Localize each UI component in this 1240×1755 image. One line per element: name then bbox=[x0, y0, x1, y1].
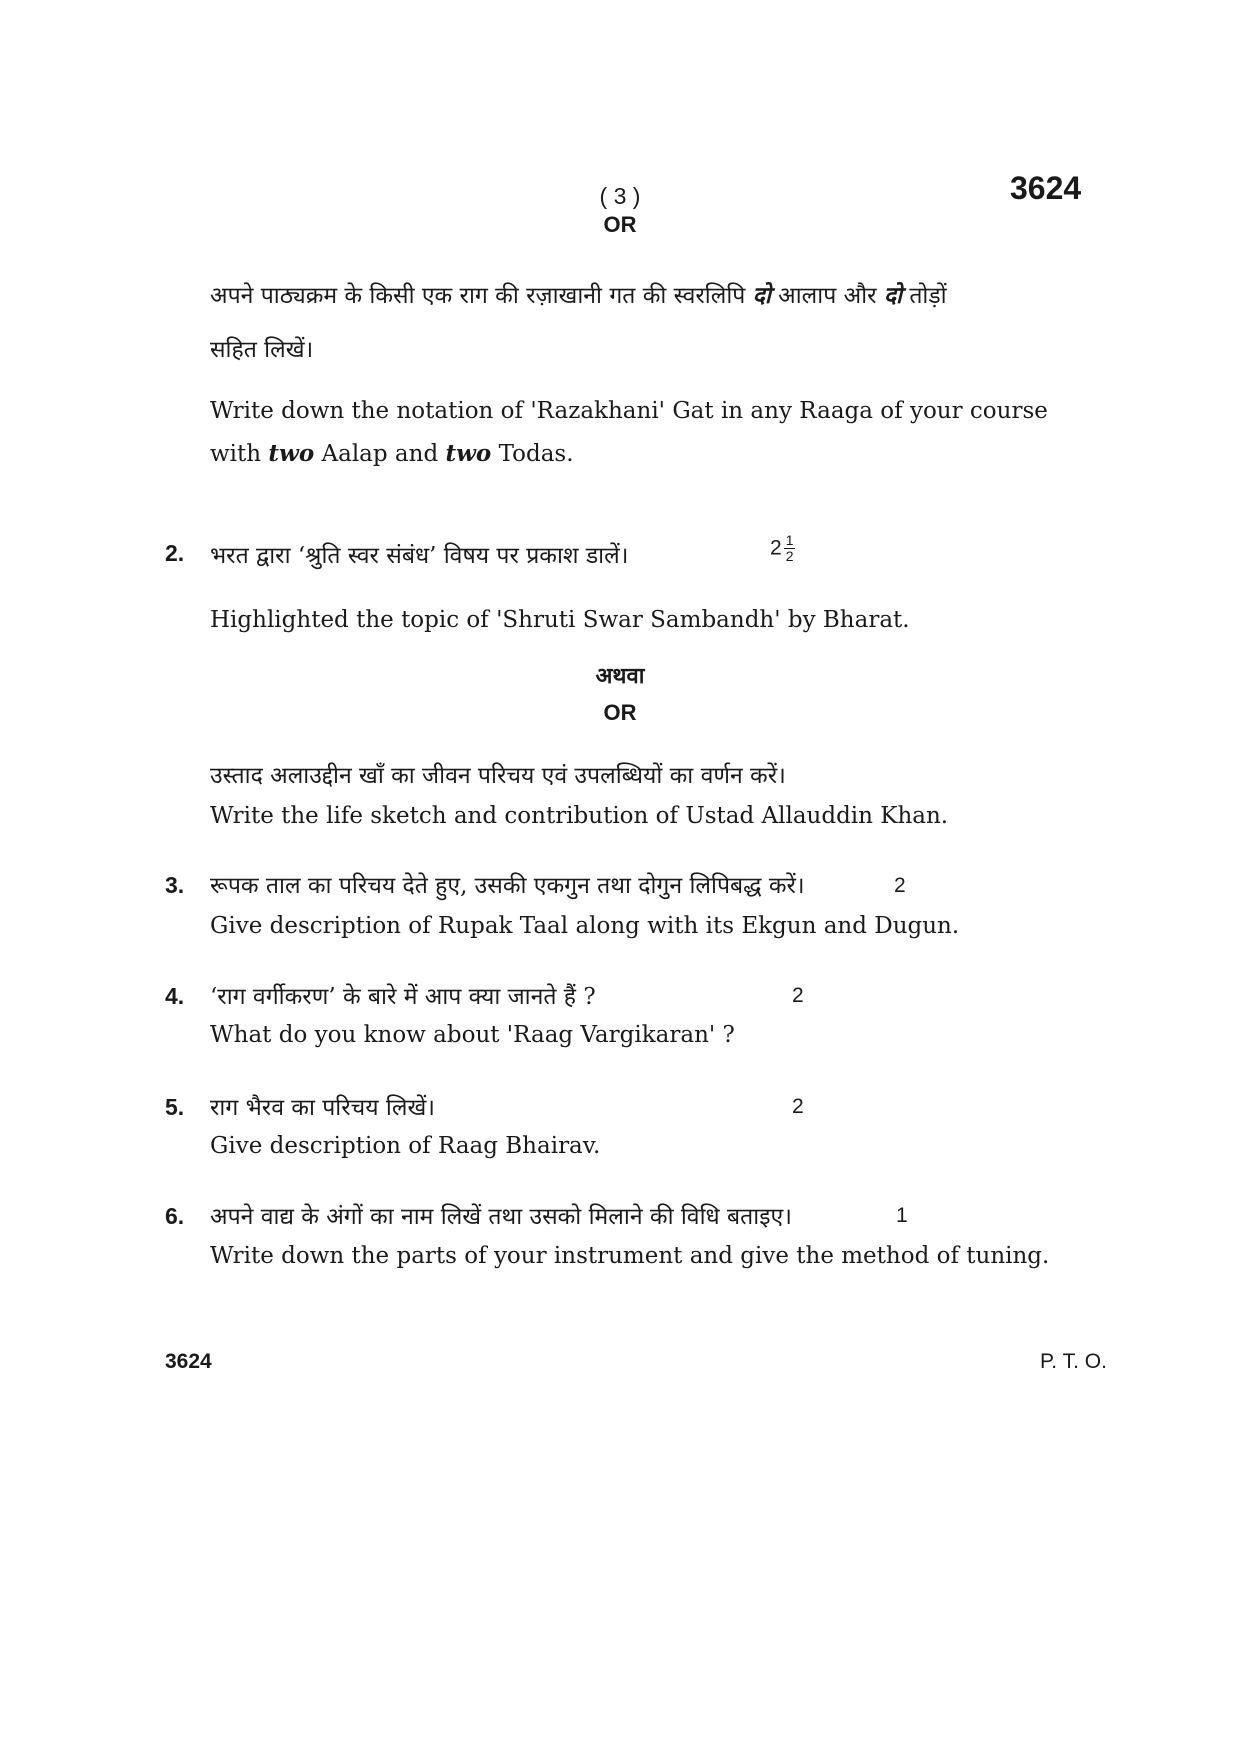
option-english-line-1: Write down the notation of 'Razakhani' Gat in any Raaga of your course bbox=[210, 398, 1048, 424]
option-hindi-text-a: अपने पाठ्यक्रम के किसी एक राग की रज़ाखानी गत की स्वरलिपि bbox=[210, 283, 746, 309]
q2-marks-numerator: 1 bbox=[785, 532, 794, 548]
q4-number: 4. bbox=[165, 983, 185, 1009]
q2-number: 2. bbox=[165, 540, 185, 566]
q4-english: What do you know about 'Raag Vargikaran' ? bbox=[210, 1022, 735, 1048]
q6-english: Write down the parts of your instrument and give the method of tuning. bbox=[210, 1243, 1050, 1269]
q3-english: Give description of Rupak Taal along with its Ekgun and Dugun. bbox=[210, 913, 960, 939]
q6-hindi: अपने वाद्य के अंगों का नाम लिखें तथा उसको मिलाने की विधि बताइए। bbox=[210, 1204, 792, 1230]
option-hindi-line-1 bbox=[210, 278, 947, 310]
option-english-two-2: two bbox=[445, 440, 492, 467]
option-english-mid: Aalap and bbox=[321, 441, 439, 467]
q2-alt-hindi: उस्ताद अलाउद्दीन खाँ का जीवन परिचय एवं उपलब्धियों का वर्णन करें। bbox=[210, 763, 786, 789]
q4-marks: 2 bbox=[792, 984, 804, 1007]
q5-number: 5. bbox=[165, 1094, 185, 1120]
q3-marks: 2 bbox=[894, 874, 906, 897]
q3-hindi: रूपक ताल का परिचय देते हुए, उसकी एकगुन तथा दोगुन लिपिबद्ध करें। bbox=[210, 873, 805, 899]
q6-number: 6. bbox=[165, 1203, 185, 1229]
paper-code-footer: 3624 bbox=[165, 1350, 212, 1373]
q2-marks-denominator: 2 bbox=[785, 548, 794, 564]
q2-marks-fraction bbox=[784, 533, 796, 564]
q5-english: Give description of Raag Bhairav. bbox=[210, 1133, 601, 1159]
option-hindi-text-b: आलाप और bbox=[778, 283, 877, 309]
option-hindi-text-c: तोड़ों bbox=[909, 283, 947, 309]
option-english-with: with bbox=[210, 441, 262, 467]
page-number: ( 3 ) bbox=[599, 183, 641, 209]
q6-marks: 1 bbox=[896, 1204, 908, 1227]
paper-code-header: 3624 bbox=[1010, 170, 1082, 206]
pto-label: P. T. O. bbox=[1040, 1350, 1107, 1373]
option-english-end: Todas. bbox=[498, 441, 574, 467]
q2-marks-whole: 2 bbox=[770, 536, 782, 560]
option-hindi-two-2: दो bbox=[883, 282, 902, 309]
option-english-two-1: two bbox=[268, 440, 315, 467]
q4-hindi: ‘राग वर्गीकरण’ के बारे में आप क्या जानते हैं ? bbox=[210, 984, 596, 1010]
q2-alt-english: Write the life sketch and contribution of Ustad Allauddin Khan. bbox=[210, 803, 949, 829]
athva-heading: अथवा bbox=[595, 663, 645, 689]
q3-number: 3. bbox=[165, 872, 185, 898]
option-hindi-two-1: दो bbox=[752, 282, 771, 309]
option-hindi-line-2: सहित लिखें। bbox=[210, 337, 314, 363]
or-heading-top: OR bbox=[603, 212, 637, 237]
q2-english: Highlighted the topic of 'Shruti Swar Sambandh' by Bharat. bbox=[210, 607, 910, 633]
q5-marks: 2 bbox=[792, 1095, 804, 1118]
or-heading-q2: OR bbox=[603, 700, 637, 725]
q2-hindi: भरत द्वारा ‘श्रुति स्वर संबंध’ विषय पर प्रकाश डालें। bbox=[210, 543, 629, 569]
q2-marks bbox=[770, 533, 795, 564]
option-english-line-2 bbox=[210, 440, 574, 467]
q5-hindi: राग भैरव का परिचय लिखें। bbox=[210, 1095, 435, 1121]
